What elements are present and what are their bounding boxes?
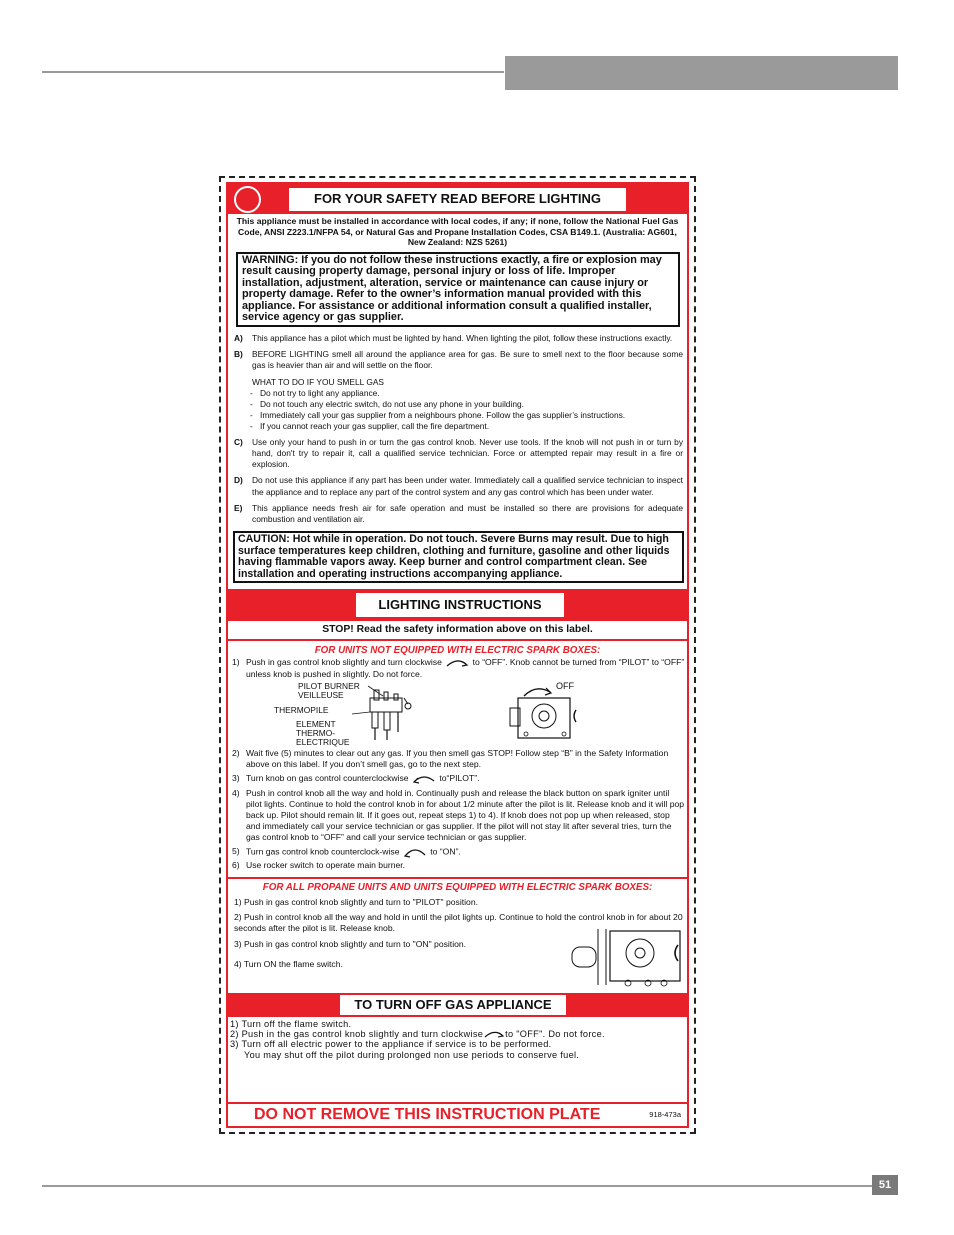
- spark-step-4: 4) Turn ON the flame switch.: [234, 959, 343, 970]
- label-element: ELEMENT: [296, 718, 336, 729]
- lighting-header: [228, 589, 687, 621]
- safety-title: FOR YOUR SAFETY READ BEFORE LIGHTING: [289, 188, 626, 211]
- warning-circle-icon: [234, 186, 261, 213]
- lighting-step-2: 2) Wait five (5) minutes to clear out any gas. If you then smell gas STOP! Follow step “B” in the Safety Information above on this label. If you don’t smell gas, go to the next step.: [232, 747, 669, 770]
- do-not-remove-title: DO NOT REMOVE THIS INSTRUCTION PLATE: [254, 1106, 601, 1123]
- lighting-step-6: 6) Use rocker switch to operate main burner.: [232, 859, 406, 870]
- label-off: OFF: [556, 680, 574, 691]
- intro-text: This appliance must be installed in accordance with local codes, if any; if none, follow the National Fuel Gas Code, ANSI Z223.1/NFPA 54, or Natural Gas and Propane Installation Codes, CSA B149.1. (Australia: AG601, New Zealand: NZS 5261): [236, 216, 679, 247]
- clockwise-arrow-icon: [483, 1030, 505, 1039]
- item-label: B): [234, 349, 243, 360]
- list-item: - If you cannot reach your gas supplier, call the fire department.: [250, 421, 490, 432]
- turn-off-note: You may shut off the pilot during prolonged non use periods to conserve fuel.: [244, 1049, 580, 1060]
- label-veilleuse: VEILLEUSE: [298, 689, 344, 700]
- item-d: [228, 475, 687, 497]
- page-number: 51: [872, 1175, 898, 1195]
- warning-box: WARNING: If you do not follow these instructions exactly, a fire or explosion may result causing property damage, personal injury or loss of life. Improper installation, adjustment, alteration, service or maintenance can cause injury or property damage. Refer to the owner’s information manual provided with this appliance. For assistance or additional information consult a qualified installer, service agency or gas supplier.: [236, 252, 680, 328]
- spark-step-3: 3) Push in gas control knob slightly and turn to "ON" position.: [234, 938, 467, 949]
- lighting-title: LIGHTING INSTRUCTIONS: [356, 593, 564, 617]
- list-item: - Immediately call your gas supplier from a neighbours phone. Follow the gas supplier’s instructions.: [250, 410, 626, 421]
- item-label: D): [234, 475, 243, 486]
- turn-off-step-3: 3) Turn off all electric power to the appliance if service is to be performed.: [230, 1039, 552, 1050]
- gas-valve-off-illustration: [496, 682, 596, 744]
- item-b: [228, 349, 687, 371]
- label-electrique: ELECTRIQUE: [296, 736, 350, 747]
- list-item: - Do not try to light any appliance.: [250, 387, 380, 398]
- spark-step-1: 1) Push in gas control knob slightly and turn to "PILOT" position.: [234, 896, 478, 907]
- item-text: Do not use this appliance if any part has been under water. Immediately call a qualified service technician to inspect the appliance and to replace any part of the control system and any gas control which has been under water.: [252, 475, 683, 497]
- pilot-burner-illustration: [348, 684, 420, 742]
- item-text: Use only your hand to push in or turn the gas control knob. Never use tools. If the knob will not push in or turn by hand, don't try to repair it, call a qualified service technician. Force or attempted repair may result in a fire or explosion.: [252, 436, 683, 470]
- spark-box-section: [228, 879, 687, 993]
- item-text: This appliance needs fresh air for safe operation and must be installed so there are provisions for adequate combustion and ventilation air.: [252, 502, 683, 524]
- turn-off-title: TO TURN OFF GAS APPLIANCE: [340, 995, 566, 1015]
- footer-rule: [42, 1185, 872, 1187]
- counterclockwise-arrow-icon: [411, 774, 437, 784]
- item-text: BEFORE LIGHTING smell all around the appliance area for gas. Be sure to smell next to the floor because some gas is heavier than air and will settle on the floor.: [252, 349, 683, 371]
- header-bar: [505, 56, 898, 90]
- safety-header: [228, 184, 687, 214]
- plate-footer: [228, 1102, 687, 1126]
- part-code: 918-473a: [649, 1110, 681, 1119]
- item-e: [228, 503, 687, 525]
- lighting-step-5: 5) Turn gas control knob counterclock-wise to “ON”.: [232, 845, 461, 856]
- caution-box: CAUTION: Hot while in operation. Do not touch. Severe Burns may result. Due to high surface temperatures keep children, clothing and furniture, gasoline and other liquids having flammable vapors away. Keep burner and control compartment clean. See installation and operating instructions accompanying appliance.: [233, 531, 684, 583]
- pilot-assembly-figure: [228, 680, 687, 746]
- turn-off-list: [228, 1017, 687, 1060]
- instruction-plate: [226, 182, 689, 1128]
- label-thermopile: THERMOPILE: [274, 704, 329, 715]
- turn-off-step-1: 1) Turn off the flame switch.: [230, 1018, 352, 1029]
- item-text: This appliance has a pilot which must be lighted by hand. When lighting the pilot, follow these instructions exactly.: [252, 333, 673, 344]
- spark-valve-illustration: [568, 925, 688, 991]
- item-label: E): [234, 502, 243, 513]
- counterclockwise-arrow-icon: [402, 846, 428, 858]
- smell-gas-title: WHAT TO DO IF YOU SMELL GAS: [252, 376, 385, 387]
- turn-off-header: [228, 993, 687, 1017]
- lighting-step-3: 3) Turn knob on gas control counterclockwise to“PILOT”.: [232, 773, 480, 784]
- header-rule: [42, 71, 504, 73]
- label-pilot-burner: PILOT BURNER: [298, 680, 360, 691]
- spark-step-2: 2) Push in control knob all the way and hold in until the pilot lights up. Continue to hold the control knob in for about 20 seconds after the pilot is lit. Release knob.: [234, 912, 683, 933]
- list-item: - Do not touch any electric switch, do not use any phone in your building.: [250, 399, 524, 410]
- section-title-no-spark: FOR UNITS NOT EQUIPPED WITH ELECTRIC SPARK BOXES:: [314, 645, 601, 657]
- lighting-step-4: 4) Push in control knob all the way and hold in. Continually push and release the black button on spark igniter until pilot lights. Continue to hold the control knob in for about 1/2 minute after the pilot is lit. Release knob and it will pop back up. Pilot should remain lit. If it goes out, repeat steps 1) to 4). If knob does not pop up when released, stop and immediately call your service technician or gas supplier. If the pilot will not stay lit after several tries, turn the gas control knob to “OFF” and call your service technician or gas supplier.: [232, 787, 685, 843]
- item-a: [228, 333, 687, 344]
- item-c: [228, 437, 687, 471]
- item-label: A): [234, 333, 243, 344]
- turn-off-step-2: 2) Push in the gas control knob slightly and turn clockwise to "OFF". Do not force.: [230, 1029, 605, 1040]
- item-label: C): [234, 436, 243, 447]
- label-thermo: THERMO-: [296, 727, 336, 738]
- section-title-spark: FOR ALL PROPANE UNITS AND UNITS EQUIPPED WITH ELECTRIC SPARK BOXES:: [262, 881, 653, 893]
- lighting-step-1: 1) Push in gas control knob slightly and turn clockwise to “OFF”. Knob cannot be turned from “PILOT” to “OFF” unless knob is pushed in slightly. Do not force.: [232, 657, 685, 679]
- stop-notice: STOP! Read the safety information above on this label.: [228, 621, 687, 641]
- clockwise-arrow-icon: [444, 658, 470, 668]
